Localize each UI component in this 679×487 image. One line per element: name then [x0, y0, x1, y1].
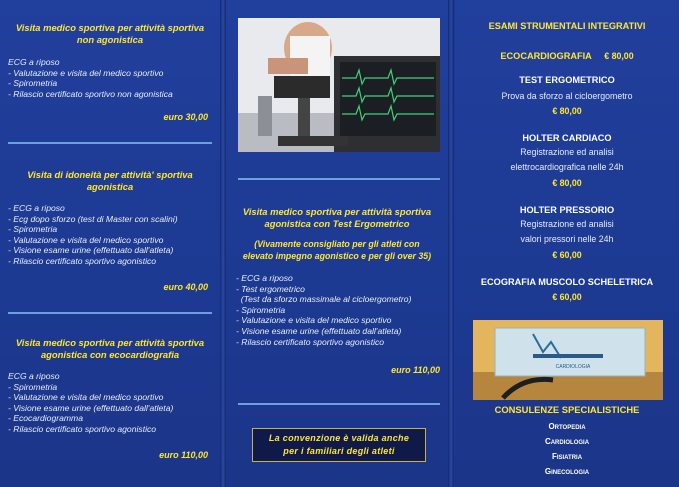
convention-box [252, 428, 426, 462]
holter-c-price: € 80,00 [552, 178, 582, 188]
holter-c-name: HOLTER CARDIACO [522, 133, 612, 143]
test-desc: Prova da sforzo al cicloergometro [501, 91, 633, 101]
list-item: - Valutazione e visita del medico sportivo [236, 315, 392, 326]
s2-list [8, 203, 178, 267]
list-item: - Valutazione e visita del medico sportivo [8, 234, 164, 245]
stress-test-photo [238, 18, 440, 152]
divider [8, 142, 212, 144]
exams-header: ESAMI STRUMENTALI INTEGRATIVI [488, 21, 646, 31]
s2-title: Visita di idoneità per attività' sportiva agonistica [27, 169, 193, 192]
middle-note: (Vivamente consigliato per gli atleti con elevato impegno agonistico e per gli over 35) [242, 239, 432, 261]
middle-list [236, 273, 411, 347]
sign-text: CARDIOLOGIA [555, 364, 591, 370]
s2-price: euro 40,00 [163, 282, 208, 292]
convention-text: La convenzione è valida anche per i familiari degli atleti [268, 433, 410, 456]
divider [238, 403, 440, 405]
s3-title: Visita medico sportiva per attività sportiva agonistica con ecocardiografia [15, 337, 205, 360]
ecg-monitor-illustration [238, 18, 440, 152]
list-item: (Test da sforzo massimale al cicloergometro) [236, 294, 412, 305]
clinic-sign-photo [473, 320, 663, 400]
list-item: - Rilascio certificato sportivo non agonistica [8, 88, 173, 99]
list-item: Ortopedia [548, 422, 586, 431]
list-item: - Visione esame urine (effettuato dall'atleta) [8, 402, 174, 413]
list-item: - Valutazione e visita del medico sportivo [8, 392, 164, 403]
list-item: ECG a riposo [8, 57, 60, 67]
list-item: - Visione esame urine (effettuato dall'atleta) [236, 325, 402, 336]
s1-title: Visita medico sportiva per attività sportiva non agonistica [15, 22, 205, 45]
ecomus-name: ECOGRAFIA MUSCOLO SCHELETRICA [480, 277, 654, 287]
list-item: - Rilascio certificato sportivo agonistico [236, 336, 385, 347]
holter-c-desc: Registrazione ed analisi elettrocardiografica nelle 24h [510, 147, 624, 172]
test-price: € 80,00 [552, 106, 582, 116]
right-panel [455, 0, 679, 487]
list-item: ECG a riposo [8, 371, 60, 381]
list-item: - ECG a riposo [8, 203, 65, 213]
list-item: - Test ergometrico [236, 283, 305, 294]
test-name: TEST ERGOMETRICO [519, 75, 615, 85]
clinic-sign-illustration [473, 320, 663, 400]
list-item: - Spirometria [236, 304, 286, 315]
fold-line [448, 0, 454, 487]
holter-p-name: HOLTER PRESSORIO [519, 205, 615, 215]
middle-panel [226, 0, 448, 487]
s3-price: euro 110,00 [159, 450, 208, 460]
list-item: - Spirometria [8, 78, 58, 89]
list-item: - Ecg dopo sforzo (test di Master con scalini) [8, 213, 178, 224]
middle-title: Visita medico sportiva per attività sportiva agonistica con Test Ergometrico [242, 206, 432, 229]
list-item: Ginecologia [544, 467, 590, 476]
list-item: - Valutazione e visita del medico sportivo [8, 67, 164, 78]
list-item: - Spirometria [8, 381, 58, 392]
s1-price: euro 30,00 [163, 112, 208, 122]
divider [238, 178, 440, 180]
list-item: Fisiatria [551, 452, 583, 461]
list-item: - ECG a riposo [236, 273, 293, 283]
eco-price: € 80,00 [604, 51, 634, 61]
list-item: - Rilascio certificato sportivo agonistico [8, 255, 157, 266]
ecomus-price: € 60,00 [552, 292, 582, 302]
list-item: - Ecocardiogramma [8, 413, 83, 424]
middle-price: euro 110,00 [391, 365, 440, 375]
s1-list [8, 57, 173, 99]
s3-list [8, 371, 173, 435]
holter-p-desc: Registrazione ed analisi valori pressori nelle 24h [520, 219, 614, 244]
eco-name: ECOCARDIOGRAFIA [500, 51, 592, 61]
consult-title: CONSULENZE SPECIALISTICHE [494, 404, 640, 415]
list-item: - Visione esame urine (effettuato dall'atleta) [8, 245, 174, 256]
list-item: Cardiologia [544, 437, 590, 446]
holter-p-price: € 60,00 [552, 250, 582, 260]
consult-list [455, 419, 679, 479]
divider [8, 312, 212, 314]
list-item: - Spirometria [8, 224, 58, 235]
left-panel [0, 0, 220, 487]
eco-row [455, 46, 679, 64]
list-item: - Rilascio certificato sportivo agonistico [8, 423, 157, 434]
